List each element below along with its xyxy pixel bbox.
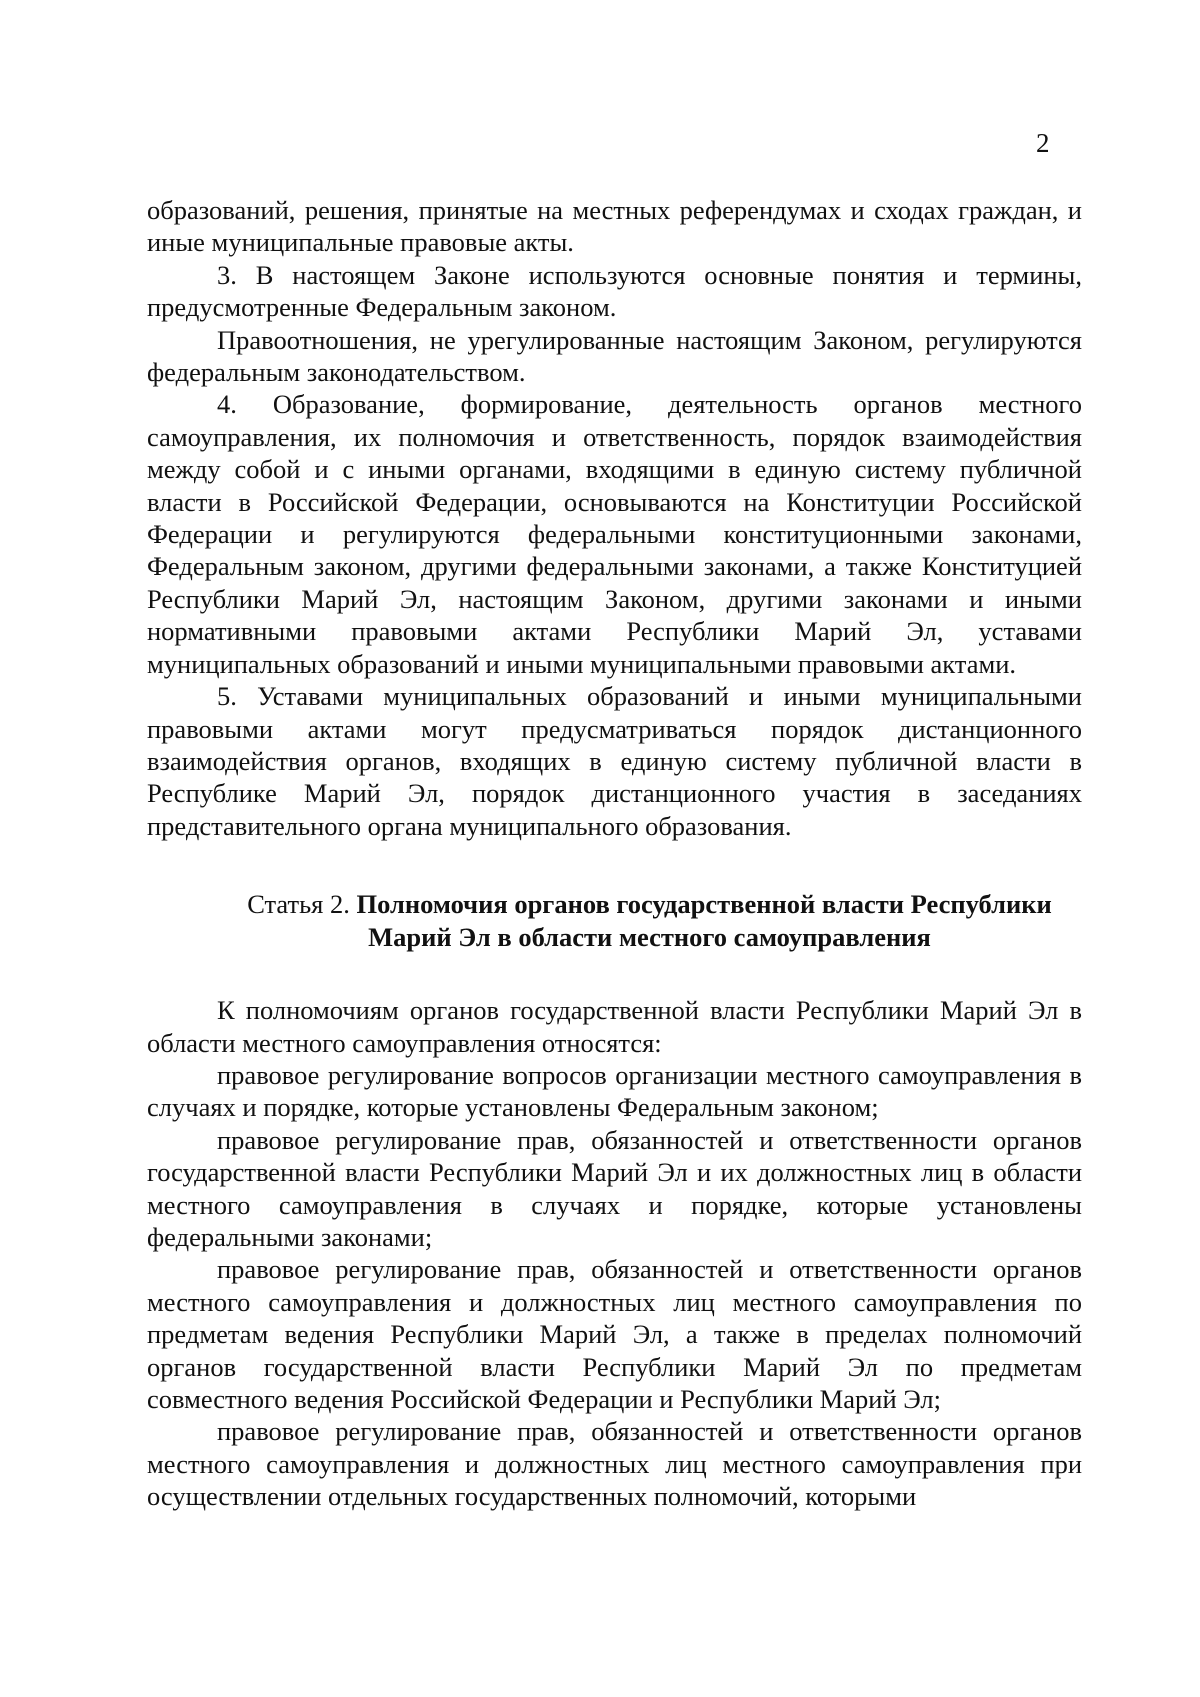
article-title-line-2: Марий Эл в области местного самоуправления [368, 922, 931, 953]
paragraph: правовое регулирование вопросов организации местного самоуправления в случаях и порядке, которые установлены Федеральным законом; [147, 1059, 1082, 1123]
paragraph: правовое регулирование прав, обязанностей и ответственности органов государственной власти Республики Марий Эл и их должностных лиц в области местного самоуправления в случаях и порядке, которые установлены федеральными законами; [147, 1124, 1082, 1252]
page-number: 2 [1036, 128, 1050, 158]
paragraph: правовое регулирование прав, обязанностей и ответственности органов местного самоуправления и должностных лиц местного самоуправления при осуществлении отдельных государственных полномочий, которыми [147, 1416, 1082, 1512]
article-heading-line-1 [217, 888, 1082, 921]
paragraph: образований, решения, принятые на местных референдумах и сходах граждан, и иные муниципальные правовые акты. [147, 195, 1082, 258]
paragraph: Правоотношения, не урегулированные настоящим Законом, регулируются федеральным законодательством. [147, 324, 1082, 388]
document-body [147, 194, 1082, 1513]
article-title-line-1: Полномочия органов государственной власти Республики [356, 889, 1052, 920]
paragraph: 4. Образование, формирование, деятельность органов местного самоуправления, их полномочия и ответственность, порядок взаимодействия между собой и с иными органами, входящими в единую систему публичной власти в Российской Федерации, основываются на Конституции Российской Федерации и регулируются федеральными конституционными законами, Федеральным законом, другими федеральными законами, а также Конституцией Республики Марий Эл, настоящим Законом, другими законами и иными нормативными правовыми актами Республики Марий Эл, уставами муниципальных образований и иными муниципальными правовыми актами. [147, 389, 1082, 679]
paragraph: 5. Уставами муниципальных образований и иными муниципальными правовыми актами могут предусматриваться порядок дистанционного взаимодействия органов, входящих в единую систему публичной власти в Республике Марий Эл, порядок дистанционного участия в заседаниях представительного органа муниципального образования. [147, 681, 1082, 841]
paragraph: К полномочиям органов государственной власти Республики Марий Эл в области местного самоуправления относятся: [147, 995, 1082, 1058]
article-label: Статья 2. [247, 889, 350, 920]
article-heading [147, 888, 1082, 954]
paragraph: правовое регулирование прав, обязанностей и ответственности органов местного самоуправления и должностных лиц местного самоуправления по предметам ведения Республики Марий Эл, а также в пределах полномочий органов государственной власти Республики Марий Эл по предметам совместного ведения Российской Федерации и Республики Марий Эл; [147, 1254, 1082, 1414]
paragraph: 3. В настоящем Законе используются основные понятия и термины, предусмотренные Федеральным законом. [147, 259, 1082, 323]
